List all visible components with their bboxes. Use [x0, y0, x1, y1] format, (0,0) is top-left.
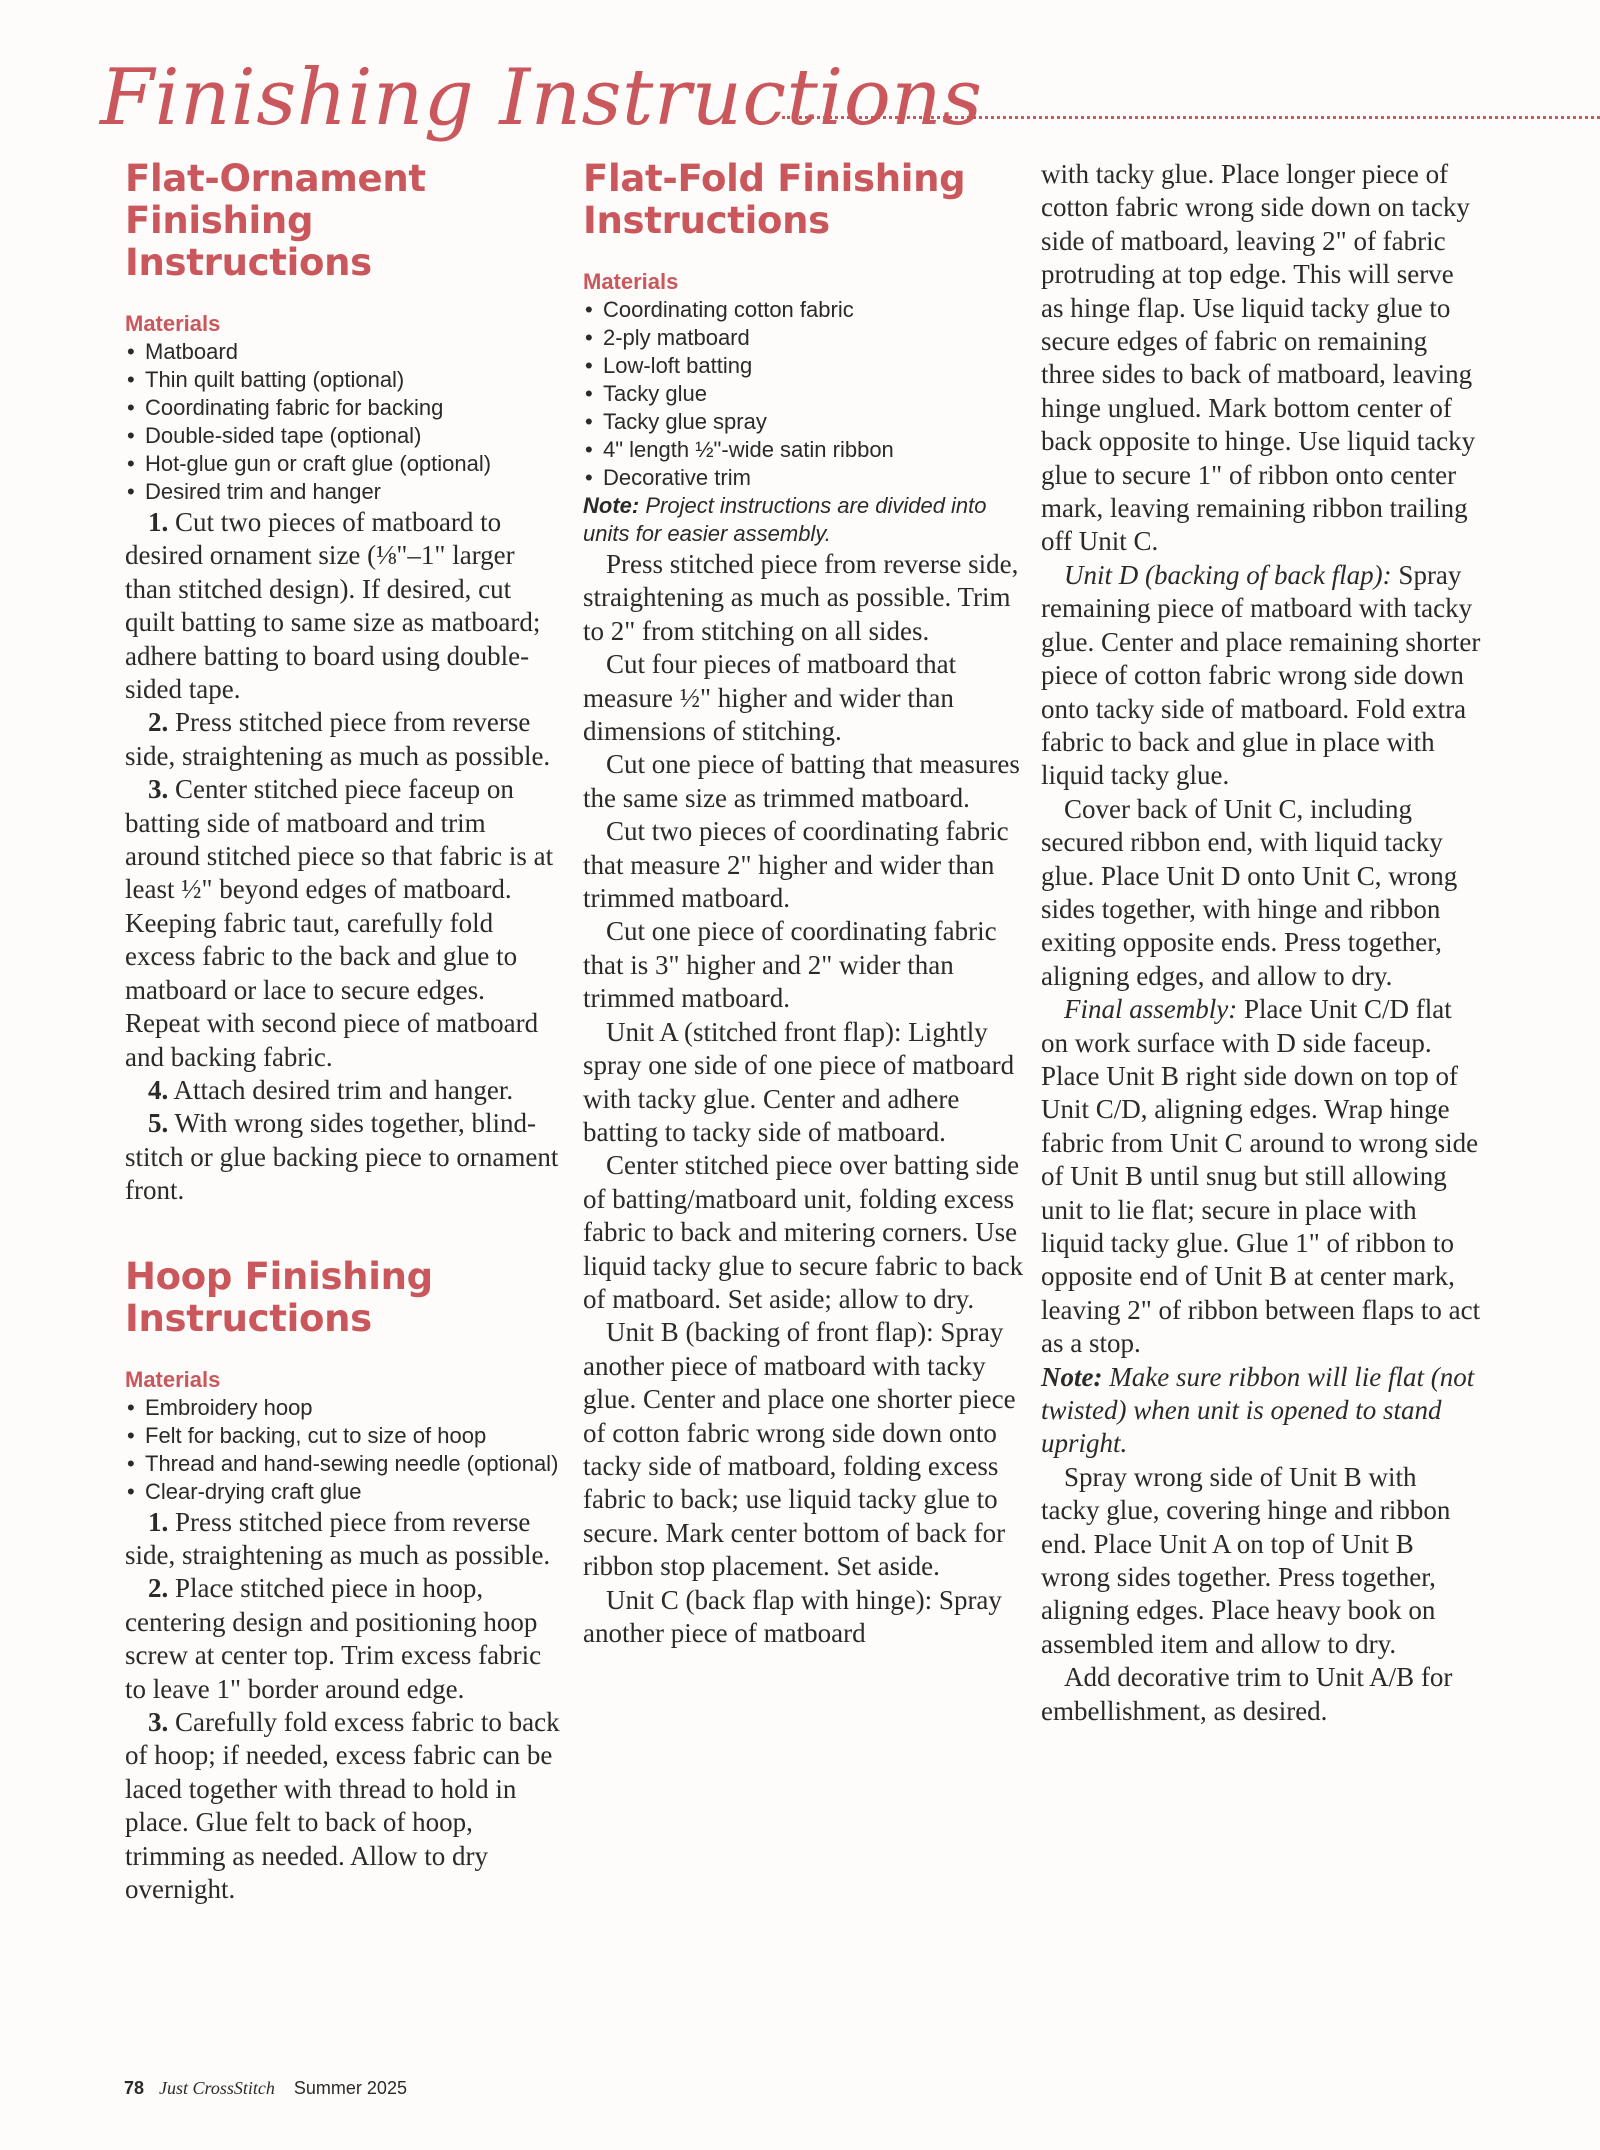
step-number: 1. — [148, 507, 169, 537]
column-middle — [583, 158, 1028, 1650]
materials-item: • Low-loft batting — [583, 352, 1028, 380]
instruction-step — [125, 1506, 565, 1573]
page-number: 78 — [124, 2078, 145, 2098]
unit-d-text: Spray remaining piece of matboard with tacky glue. Center and place remaining shorter piece of cotton fabric wrong side down onto tacky side of matboard. Fold extra fabric to back and glue in place with liquid tacky glue. — [1041, 559, 1481, 791]
final-assembly-text: Place Unit C/D flat on work surface with D side faceup. Place Unit B right side down on top of Unit C/D, aligning edges. Wrap hinge fabric from Unit C around to wrong side of Unit B until snug but still allowing unit to lie flat; secure in place with liquid tacky glue. Glue 1" of ribbon to opposite end of Unit B at center mark, leaving 2" of ribbon between flaps to act as a stop. — [1041, 994, 1481, 1359]
flat-fold-materials-label: Materials — [583, 269, 679, 294]
materials-item: • Tacky glue spray — [583, 408, 1028, 436]
ribbon-note — [1041, 1361, 1481, 1461]
materials-item: • Thin quilt batting (optional) — [125, 366, 565, 394]
hoop-materials-label: Materials — [125, 1366, 221, 1392]
hoop-materials-list — [125, 1394, 565, 1506]
instruction-paragraph: Spray wrong side of Unit B with tacky glue, covering hinge and ribbon end. Place Unit A on top of Unit B wrong sides together. Press together, aligning edges. Place heavy book on assembled item and allow to dry. — [1041, 1461, 1451, 1659]
materials-item: • 2-ply matboard — [583, 324, 1028, 352]
materials-item: • Felt for backing, cut to size of hoop — [125, 1422, 565, 1450]
instruction-paragraph: Unit A (stitched front flap): Lightly spray one side of one piece of matboard with tacky glue. Center and adhere batting to tacky side of matboard. — [583, 1016, 1015, 1147]
step-text: Center stitched piece faceup on batting side of matboard and trim around stitched piece so that fabric is at least ½" beyond edges of matboard. Keeping fabric taut, carefully fold excess fabric to the back and glue to matboard or lace to secure edges. Repeat with second piece of matboard and backing fabric. — [125, 774, 554, 1072]
materials-item: • Decorative trim — [583, 464, 1028, 492]
instruction-step — [125, 773, 565, 1074]
materials-item: • Coordinating cotton fabric — [583, 296, 1028, 324]
step-number: 2. — [148, 1573, 169, 1604]
instruction-paragraph — [1041, 993, 1481, 1360]
step-text: Carefully fold excess fabric to back of hoop; if needed, excess fabric can be laced together with thread to hold in place. Glue felt to back of hoop, trimming as needed. Allow to dry overnight. — [125, 1706, 560, 1904]
issue-date: Summer 2025 — [293, 2078, 407, 2098]
final-assembly-label: Final assembly: — [1064, 994, 1238, 1025]
instruction-paragraph: Cut one piece of batting that measures the same size as trimmed matboard. — [583, 749, 1020, 813]
instruction-paragraph — [1041, 559, 1481, 793]
materials-item: • Clear-drying craft glue — [125, 1478, 565, 1506]
materials-item: • Double-sided tape (optional) — [125, 422, 565, 450]
materials-item: • Embroidery hoop — [125, 1394, 565, 1422]
note-label: Note: — [1041, 1361, 1103, 1392]
materials-item: • Tacky glue — [583, 380, 1028, 408]
column-left — [125, 158, 565, 1906]
step-number: 4. — [148, 1074, 169, 1105]
instruction-step — [125, 1074, 565, 1107]
title-dotted-rule — [782, 116, 1600, 119]
flat-fold-heading: Flat-Fold Finishing Instructions — [583, 157, 966, 242]
instruction-paragraph: Add decorative trim to Unit A/B for embellishment, as desired. — [1041, 1662, 1453, 1726]
instruction-paragraph: Cut one piece of coordinating fabric that is 3" higher and 2" wider than trimmed matboard. — [583, 916, 997, 1014]
page-title: Finishing Instructions — [100, 53, 983, 143]
step-number: 3. — [148, 1706, 169, 1737]
unit-d-label: Unit D (backing of back flap): — [1064, 559, 1392, 590]
step-number: 5. — [148, 1108, 169, 1139]
flat-ornament-heading: Flat-Ornament Finishing Instructions — [125, 157, 426, 284]
magazine-name: Just CrossStitch — [159, 2078, 275, 2098]
section-spacer — [125, 1208, 565, 1256]
step-text: Place stitched piece in hoop, centering design and positioning hoop screw at center top. Trim excess fabric to leave 1" border around edge. — [125, 1573, 542, 1704]
materials-item: • Matboard — [125, 338, 565, 366]
step-text: Attach desired trim and hanger. — [173, 1074, 514, 1105]
instruction-paragraph: Cut four pieces of matboard that measure ½" higher and wider than dimensions of stitching. — [583, 649, 957, 747]
instruction-paragraph: Cut two pieces of coordinating fabric that measure 2" higher and wider than trimmed matboard. — [583, 816, 1009, 914]
instruction-step — [125, 1107, 565, 1207]
step-text: With wrong sides together, blind-stitch or glue backing piece to ornament front. — [125, 1108, 559, 1206]
instruction-step — [125, 1572, 565, 1706]
step-text: Press stitched piece from reverse side, straightening as much as possible. — [125, 707, 551, 771]
instruction-step — [125, 1706, 565, 1906]
instruction-paragraph: Cover back of Unit C, including secured ribbon end, with liquid tacky glue. Place Unit D onto Unit C, wrong sides together, with hinge and ribbon exiting opposite ends. Press together, aligning edges, and allow to dry. — [1041, 793, 1458, 991]
flat-ornament-materials-label: Materials — [125, 311, 221, 336]
instruction-step — [125, 706, 565, 773]
instruction-paragraph: Unit B (backing of front flap): Spray another piece of matboard with tacky glue. Center and place one shorter piece of cotton fabric wrong side down onto tacky side of matboard, folding excess fabric to back; use liquid tacky glue to secure. Mark center bottom of back for ribbon stop placement. Set aside. — [583, 1317, 1016, 1582]
instruction-paragraph: Center stitched piece over batting side of batting/matboard unit, folding excess fabric to back and mitering corners. Use liquid tacky glue to secure fabric to back of matboard. Set aside; allow to dry. — [583, 1150, 1024, 1314]
materials-item: • 4" length ½"-wide satin ribbon — [583, 436, 1028, 464]
project-note — [583, 492, 1028, 548]
step-text: Cut two pieces of matboard to desired ornament size (⅛"–1" larger than stitched design). If desired, cut quilt batting to same size as matboard; adhere batting to board using double-sided tape. — [125, 507, 541, 705]
materials-item: • Hot-glue gun or craft glue (optional) — [125, 450, 565, 478]
instruction-paragraph: Unit C (back flap with hinge): Spray another piece of matboard — [583, 1584, 1002, 1648]
materials-item: • Desired trim and hanger — [125, 478, 565, 506]
flat-fold-materials-list — [583, 296, 1028, 492]
note-label: Note: — [583, 493, 640, 518]
hoop-heading: Hoop Finishing Instructions — [125, 1254, 433, 1340]
flat-ornament-materials-list — [125, 338, 565, 506]
step-text: Press stitched piece from reverse side, straightening as much as possible. — [125, 1506, 551, 1570]
continued-paragraph: with tacky glue. Place longer piece of cotton fabric wrong side down on tacky side of matboard, leaving 2" of fabric protruding at top edge. This will serve as hinge flap. Use liquid tacky glue to secure edges of fabric on remaining three sides to back of matboard, leaving hinge unglued. Mark bottom center of back opposite to hinge. Use liquid tacky glue to secure 1" of ribbon onto center mark, leaving remaining ribbon trailing off Unit C. — [1041, 159, 1476, 557]
page-footer — [124, 2077, 407, 2099]
materials-item: • Coordinating fabric for backing — [125, 394, 565, 422]
instruction-step — [125, 506, 565, 706]
note-text: Make sure ribbon will lie flat (not twisted) when unit is opened to stand upright. — [1041, 1361, 1475, 1459]
step-number: 2. — [148, 707, 169, 738]
step-number: 3. — [148, 774, 169, 805]
column-right — [1041, 158, 1481, 1728]
step-number: 1. — [148, 1506, 169, 1537]
materials-item: • Thread and hand-sewing needle (optional) — [125, 1450, 565, 1478]
note-text: Project instructions are divided into units for easier assembly. — [583, 493, 987, 546]
instruction-paragraph: Press stitched piece from reverse side, straightening as much as possible. Trim to 2" from stitching on all sides. — [583, 549, 1019, 646]
